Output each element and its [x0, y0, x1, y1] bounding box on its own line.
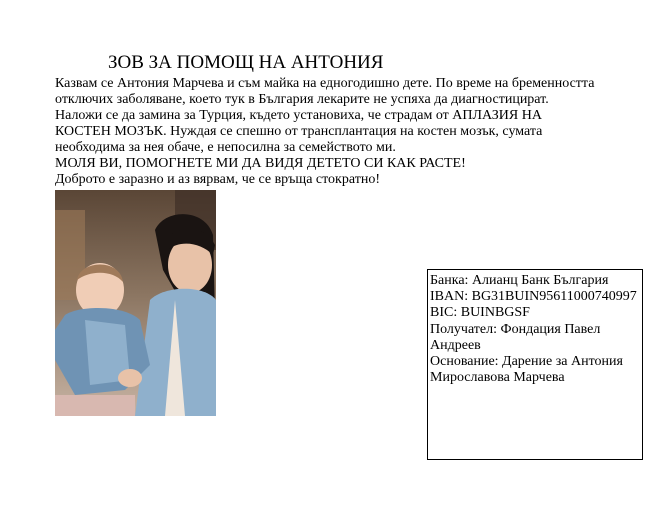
closing-line: Доброто е заразно и аз вярвам, че се връща стократно! [55, 172, 380, 187]
bank-details-box [427, 269, 643, 460]
bank-bic: BIC: BUINBGSF [430, 305, 530, 321]
appeal-title: ЗОВ ЗА ПОМОЩ НА АНТОНИЯ [108, 52, 384, 73]
bank-iban: IBAN: BG31BUIN95611000740997 [430, 289, 637, 305]
paragraph-line: КОСТЕН МОЗЪК. Нуждая се спешно от трансплантация на костен мозък, сумата [55, 124, 543, 139]
bank-recipient-cont: Андреев [430, 337, 481, 353]
bank-reason-cont: Мирославова Марчева [430, 370, 565, 386]
bank-recipient: Получател: Фондация Павел [430, 321, 601, 337]
appeal-paragraph [55, 76, 645, 188]
plea-line: МОЛЯ ВИ, ПОМОГНЕТЕ МИ ДА ВИДЯ ДЕТЕТО СИ КАК РАСТЕ! [55, 156, 466, 171]
bank-reason: Основание: Дарение за Антония [430, 354, 623, 370]
paragraph-line: отключих заболяване, което тук в България лекарите не успяха да диагностицират. [55, 92, 549, 107]
paragraph-line: Наложи се да замина за Турция, където установиха, че страдам от АПЛАЗИЯ НА [55, 108, 542, 123]
mother-with-baby-photo [55, 190, 216, 416]
bank-name: Банка: Алианц Банк България [430, 273, 609, 288]
paragraph-line: Казвам се Антония Марчева и съм майка на едногодишно дете. По време на бременността [55, 76, 595, 91]
paragraph-line: необходима за нея обаче, е непосилна за семейството ми. [55, 140, 396, 155]
